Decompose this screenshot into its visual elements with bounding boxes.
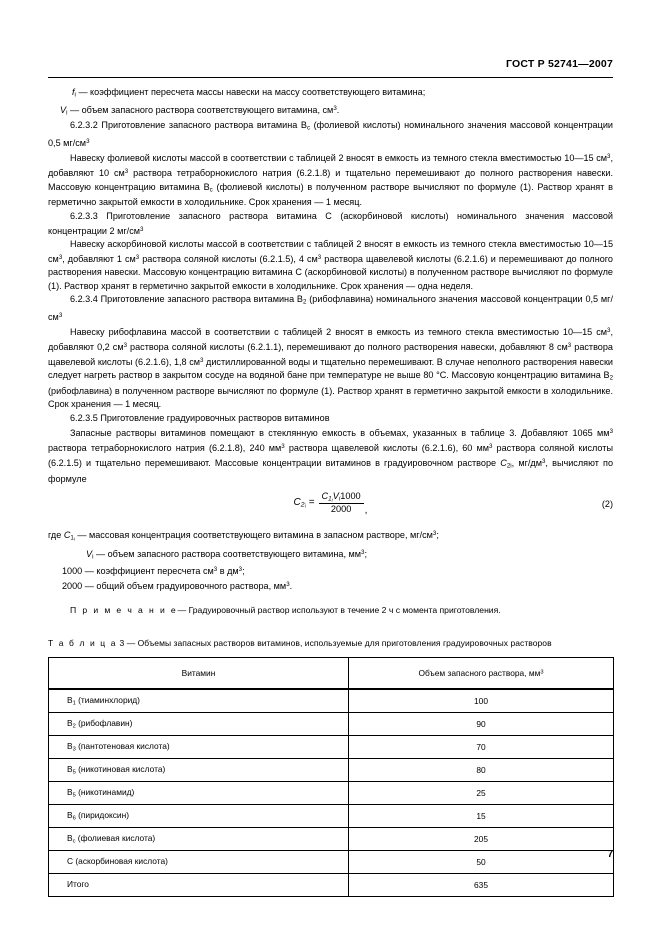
- sup3-c0: 3: [58, 311, 63, 319]
- where-C1i-sup: 3: [432, 530, 437, 537]
- clause-6-2-3-5-heading: 6.2.3.5 Приготовление градуировочных растворов витаминов: [70, 412, 330, 423]
- symbol-V: V: [60, 104, 67, 115]
- formula-num-C: C: [321, 491, 329, 501]
- document-body: [48, 86, 613, 897]
- vitamin-symbol: С: [67, 856, 74, 867]
- formula-lhs-sub2: i: [304, 503, 306, 510]
- formula-fraction: [319, 491, 364, 514]
- clause-6-2-3-3-paragraph: [48, 238, 613, 293]
- where-1000-text: — коэффициент пересчета см: [84, 565, 214, 576]
- p6232-b: , добавляют 10 см: [48, 153, 613, 179]
- p6234-b: , добавляют 0,2 см: [48, 326, 613, 352]
- sup3-a1: 3: [607, 153, 611, 161]
- table-header-vitamin: Витамин: [49, 657, 349, 689]
- table-cell-volume: 100: [349, 689, 614, 713]
- where-2000: [48, 578, 613, 593]
- formula-2: [48, 491, 613, 516]
- where-1000-mid: в дм: [217, 565, 239, 576]
- vitamin-symbol: В: [67, 741, 73, 752]
- vitamin-name: (пантотеновая кислота): [75, 741, 170, 752]
- symbol-C1i-sub2: i: [73, 536, 75, 542]
- unit-cm3-sup-a: 3: [86, 138, 90, 146]
- total-label: Итого: [67, 879, 89, 890]
- vitamin-name: (никотиновая кислота): [75, 764, 166, 775]
- table-cell-vitamin: [49, 712, 349, 735]
- sup3-b0: 3: [140, 225, 144, 233]
- definition-V-sup: 3: [333, 104, 337, 112]
- page-number: 7: [607, 849, 613, 860]
- where-1000-value: 1000: [62, 565, 83, 576]
- where-Vi-sup: 3: [361, 548, 365, 556]
- formula-numerator: [319, 491, 364, 504]
- clause-6-2-3-2-heading: [48, 119, 613, 150]
- table-header-volume-text: Объем запасного раствора, мм: [418, 667, 541, 678]
- table-caption-label: Т а б л и ц а: [48, 638, 118, 649]
- clause-6-2-3-4-heading: [48, 293, 613, 324]
- table-cell-vitamin: [49, 758, 349, 781]
- vitamin-name: (никотинамид): [75, 787, 135, 798]
- table-cell-vitamin: [49, 689, 349, 713]
- p6233-c: раствора соляной кислоты (6.2.1.5), 4 см: [139, 254, 318, 265]
- table-3: [48, 657, 614, 897]
- p6234-e: дистиллированной воды и тщательно перемешивают. В случае неполного растворения навески следует нагреть раствор в закрытом сосуде на водяной бане при температуре не выше 80 °С. Массовую концентрацию витамина В: [48, 356, 614, 381]
- p6235-g: , вычисляют по формуле: [48, 457, 613, 484]
- vitamin-symbol: В: [67, 718, 73, 729]
- sup3-b1: 3: [58, 254, 63, 262]
- sup3-d2: 3: [281, 443, 285, 450]
- table-cell-volume: 25: [349, 781, 614, 804]
- sup3-c3: 3: [567, 342, 572, 350]
- note-label: П р и м е ч а н и е: [70, 605, 178, 616]
- p6235-d: раствора соляной кислоты (6.2.1.5) и тщательно перемешивают. Массовые концентрации витаминов в градуировочном растворе: [48, 442, 613, 468]
- table-cell-vitamin: [49, 804, 349, 827]
- symbol-C2i: C: [500, 457, 507, 468]
- vitamin-subscript: 1: [72, 700, 76, 707]
- where-C1i-text: — массовая концентрация соответствующего витамина в запасном растворе, мг/см: [77, 529, 433, 540]
- note-text: — Градуировочный раствор используют в течение 2 ч с момента приготовления.: [177, 605, 501, 616]
- vitamin-subscript: 3: [72, 746, 76, 753]
- table-caption-number: 3: [119, 638, 125, 649]
- clause-6-2-3-5-paragraph: [48, 425, 613, 486]
- definition-V: [48, 102, 613, 120]
- header-divider-rule: [48, 77, 613, 78]
- sup3-d4: 3: [541, 458, 546, 466]
- p6233-a: Навеску аскорбиновой кислоты массой в соответствии с таблицей 2 вносят в емкость из темного стекла вместимостью 10—15 см: [48, 239, 613, 265]
- where-Vi: [48, 546, 613, 564]
- formula-trailing-comma: ,: [364, 504, 368, 516]
- clause-6-2-3-2-paragraph: [48, 150, 613, 209]
- formula-lhs-sub: 2: [300, 501, 305, 509]
- sup3-b2: 3: [135, 254, 140, 262]
- formula-lhs: C: [293, 496, 301, 508]
- p6232-d: (фолиевой кислоты) в полученном растворе вычисляют по формуле (1). Раствор хранят в герметично закрытой емкости в холодильнике. Срок хранения — 1 месяц.: [48, 181, 613, 208]
- p6233-b: , добавляют 1 см: [62, 254, 136, 265]
- table-cell-total-label: [49, 873, 349, 896]
- table-body: [49, 689, 614, 897]
- p6235-b: раствора тетраборнокислого натрия (6.2.1.8), 240 мм: [48, 442, 282, 453]
- where-prefix: где: [48, 529, 64, 540]
- where-2000-value: 2000: [62, 581, 83, 592]
- symbol-V-subscript: i: [66, 109, 68, 117]
- table-row: [49, 804, 614, 827]
- where-2000-end: .: [289, 581, 293, 592]
- sup3-c4: 3: [200, 357, 204, 365]
- vitamin-symbol: В: [67, 764, 73, 775]
- p6234-a: Навеску рибофлавина массой в соответствии с таблицей 2 вносят в емкость из темного стекла вместимостью 10—15 см: [70, 326, 608, 337]
- clause-6-2-3-3-heading: [48, 210, 613, 238]
- vitamin-symbol: В: [67, 810, 73, 821]
- p6234-f: (рибофлавина) в полученном растворе вычисляют по формуле (1). Раствор хранят в герметично закрытой емкости в холодильнике. Срок хранения — 1 месяц.: [48, 386, 613, 410]
- definition-f: [48, 86, 613, 102]
- symbol-C2i-sub: 2: [506, 462, 511, 470]
- vitamin-name: (пиридоксин): [75, 810, 130, 821]
- p6235-a: Запасные растворы витаминов помещают в стеклянную емкость в объемах, указанных в таблице 3. Добавляют 1065 мм: [70, 427, 610, 438]
- where-C1i-end: ;: [436, 529, 439, 540]
- table-header-volume: [349, 657, 614, 689]
- table-cell-volume: 15: [349, 804, 614, 827]
- symbol-Vi: V: [86, 548, 93, 559]
- table-cell-volume: 70: [349, 735, 614, 758]
- table-header-volume-sup: 3: [540, 669, 544, 676]
- vitamin-subscript: 5: [72, 792, 76, 799]
- page-header-standard-number: ГОСТ Р 52741—2007: [505, 58, 613, 70]
- note-block: [48, 604, 613, 617]
- table-row: [49, 827, 614, 850]
- table-cell-vitamin: [49, 781, 349, 804]
- vitamin-subscript: 5: [72, 769, 76, 776]
- table-header-row: [49, 657, 614, 689]
- table-row: [49, 781, 614, 804]
- clause-6-2-3-4-number-text: 6.2.3.4 Приготовление запасного раствора витамина В: [70, 294, 303, 305]
- where-1000-sup1: 3: [213, 566, 218, 574]
- where-1000-sup2: 3: [238, 566, 243, 574]
- formula-denominator: 2000: [330, 503, 352, 514]
- table-row: [49, 689, 614, 713]
- clause-6-2-3-2-rest: (фолиевой кислоты) номинального значения массовой концентрации 0,5 мг/см: [48, 120, 613, 149]
- sup3-d3: 3: [489, 443, 493, 450]
- sup3-c2: 3: [123, 342, 128, 350]
- p6234-c: раствора соляной кислоты (6.2.1.1), перемешивают до полного растворения навески, добавляют 8 см: [127, 341, 568, 352]
- formula-num-V: V: [332, 491, 339, 501]
- sup3-d1: 3: [609, 427, 613, 435]
- table-row: [49, 735, 614, 758]
- sup3-b3: 3: [317, 254, 322, 262]
- symbol-Vi-sub: i: [92, 552, 94, 560]
- vitamin-subscript: 6: [72, 815, 76, 822]
- sup3-a2: 3: [124, 168, 129, 176]
- table-cell-total-volume: 635: [349, 873, 614, 896]
- clause-6-2-3-4-rest: (рибофлавина) номинального значения массовой концентрации 0,5 мг/см: [48, 294, 613, 322]
- vitamin-bc-subscript-2: с: [209, 186, 213, 194]
- sup3-c1: 3: [607, 326, 611, 334]
- definition-V-end: .: [336, 104, 340, 115]
- clause-6-2-3-3-text: 6.2.3.3 Приготовление запасного раствора витамина С (аскорбиновой кислоты) номинального значения массовой концентрации 2 мг/см: [48, 210, 613, 236]
- where-Vi-end: ;: [364, 548, 367, 559]
- where-2000-text: — общий объем градуировочного раствора, мм: [84, 581, 287, 592]
- vitamin-name: (аскорбиновая кислота): [73, 856, 168, 867]
- formula-num-C-sub2: i: [331, 497, 333, 503]
- where-1000: [48, 563, 613, 578]
- p6232-c: раствора тетраборнокислого натрия (6.2.1.8) и тщательно перемешивают до полного растворения навески. Массовую концентрацию витамина В: [48, 168, 614, 192]
- vitamin-b2-subscript: 2: [303, 298, 307, 306]
- p6235-c: раствора щавелевой кислоты (6.2.1.6), 60 мм: [284, 442, 489, 453]
- where-2000-sup: 3: [286, 581, 290, 589]
- table-row-total: [49, 873, 614, 896]
- vitamin-symbol: В: [67, 833, 73, 844]
- where-1000-end: ;: [242, 565, 245, 576]
- clause-6-2-3-2-number-text: 6.2.3.2 Приготовление запасного раствора витамина В: [70, 120, 307, 131]
- where-C1i: [48, 527, 613, 546]
- table-cell-vitamin: [49, 827, 349, 850]
- table-caption-text: — Объемы запасных растворов витаминов, используемые для приготовления градуировочных растворов: [126, 638, 552, 649]
- formula-num-1000: 1000: [340, 491, 361, 501]
- p6233-d: раствора щавелевой кислоты (6.2.1.6) и перемешивают до полного растворения навески. Массовую концентрацию витамина С (аскорбиновой кислоты) в полученном растворе вычисляют по формуле (1). Раствор хранят в герметично закрытой емкости в холодильнике. Срок хранения — одна неделя.: [48, 254, 613, 291]
- table-3-caption: [48, 637, 613, 650]
- formula-equals: =: [308, 496, 315, 508]
- p6234-d: раствора щавелевой кислоты (6.2.1.6), 1,8 см: [48, 341, 613, 367]
- definition-V-text: — объем запасного раствора соответствующего витамина, см: [69, 104, 334, 115]
- symbol-C2i-sub2: i: [510, 462, 512, 470]
- p6232-a: Навеску фолиевой кислоты массой в соответствии с таблицей 2 вносят в емкость из темного стекла вместимостью 10—15 см: [70, 153, 608, 164]
- table-cell-volume: 80: [349, 758, 614, 781]
- vitamin-symbol: В: [67, 787, 73, 798]
- table-cell-volume: 90: [349, 712, 614, 735]
- formula-num-V-sub: i: [338, 495, 341, 503]
- vitamin-subscript: с: [72, 838, 76, 845]
- formula-2-block: [48, 489, 613, 527]
- where-Vi-text: — объем запасного раствора соответствующего витамина, мм: [95, 548, 362, 559]
- table-row: [49, 758, 614, 781]
- vitamin-name: (тиаминхлорид): [75, 695, 140, 706]
- table-cell-vitamin: [49, 735, 349, 758]
- p6235-f: , мг/дм: [511, 457, 542, 468]
- vitamin-symbol: В: [67, 695, 73, 706]
- formula-2-number: (2): [601, 499, 613, 509]
- vitamin-bc-subscript: с: [306, 125, 311, 133]
- clause-6-2-3-4-paragraph: [48, 324, 613, 412]
- table-cell-volume: 50: [349, 850, 614, 873]
- vitamin-name: (фолиевая кислота): [75, 833, 156, 844]
- formula-num-C-sub: 1: [328, 495, 332, 503]
- symbol-C1i: C: [63, 529, 71, 540]
- symbol-C1i-sub: 1: [70, 534, 74, 542]
- vitamin-name: (рибофлавин): [75, 718, 133, 729]
- symbol-f: f: [72, 87, 75, 97]
- table-cell-volume: 205: [349, 827, 614, 850]
- table-row: [49, 712, 614, 735]
- vitamin-subscript: 2: [72, 723, 76, 730]
- symbol-f-subscript: i: [74, 91, 76, 99]
- vitamin-b2-subscript-2: 2: [609, 374, 613, 382]
- definition-f-text: — коэффициент пересчета массы навески на массу соответствующего витамина;: [78, 87, 426, 97]
